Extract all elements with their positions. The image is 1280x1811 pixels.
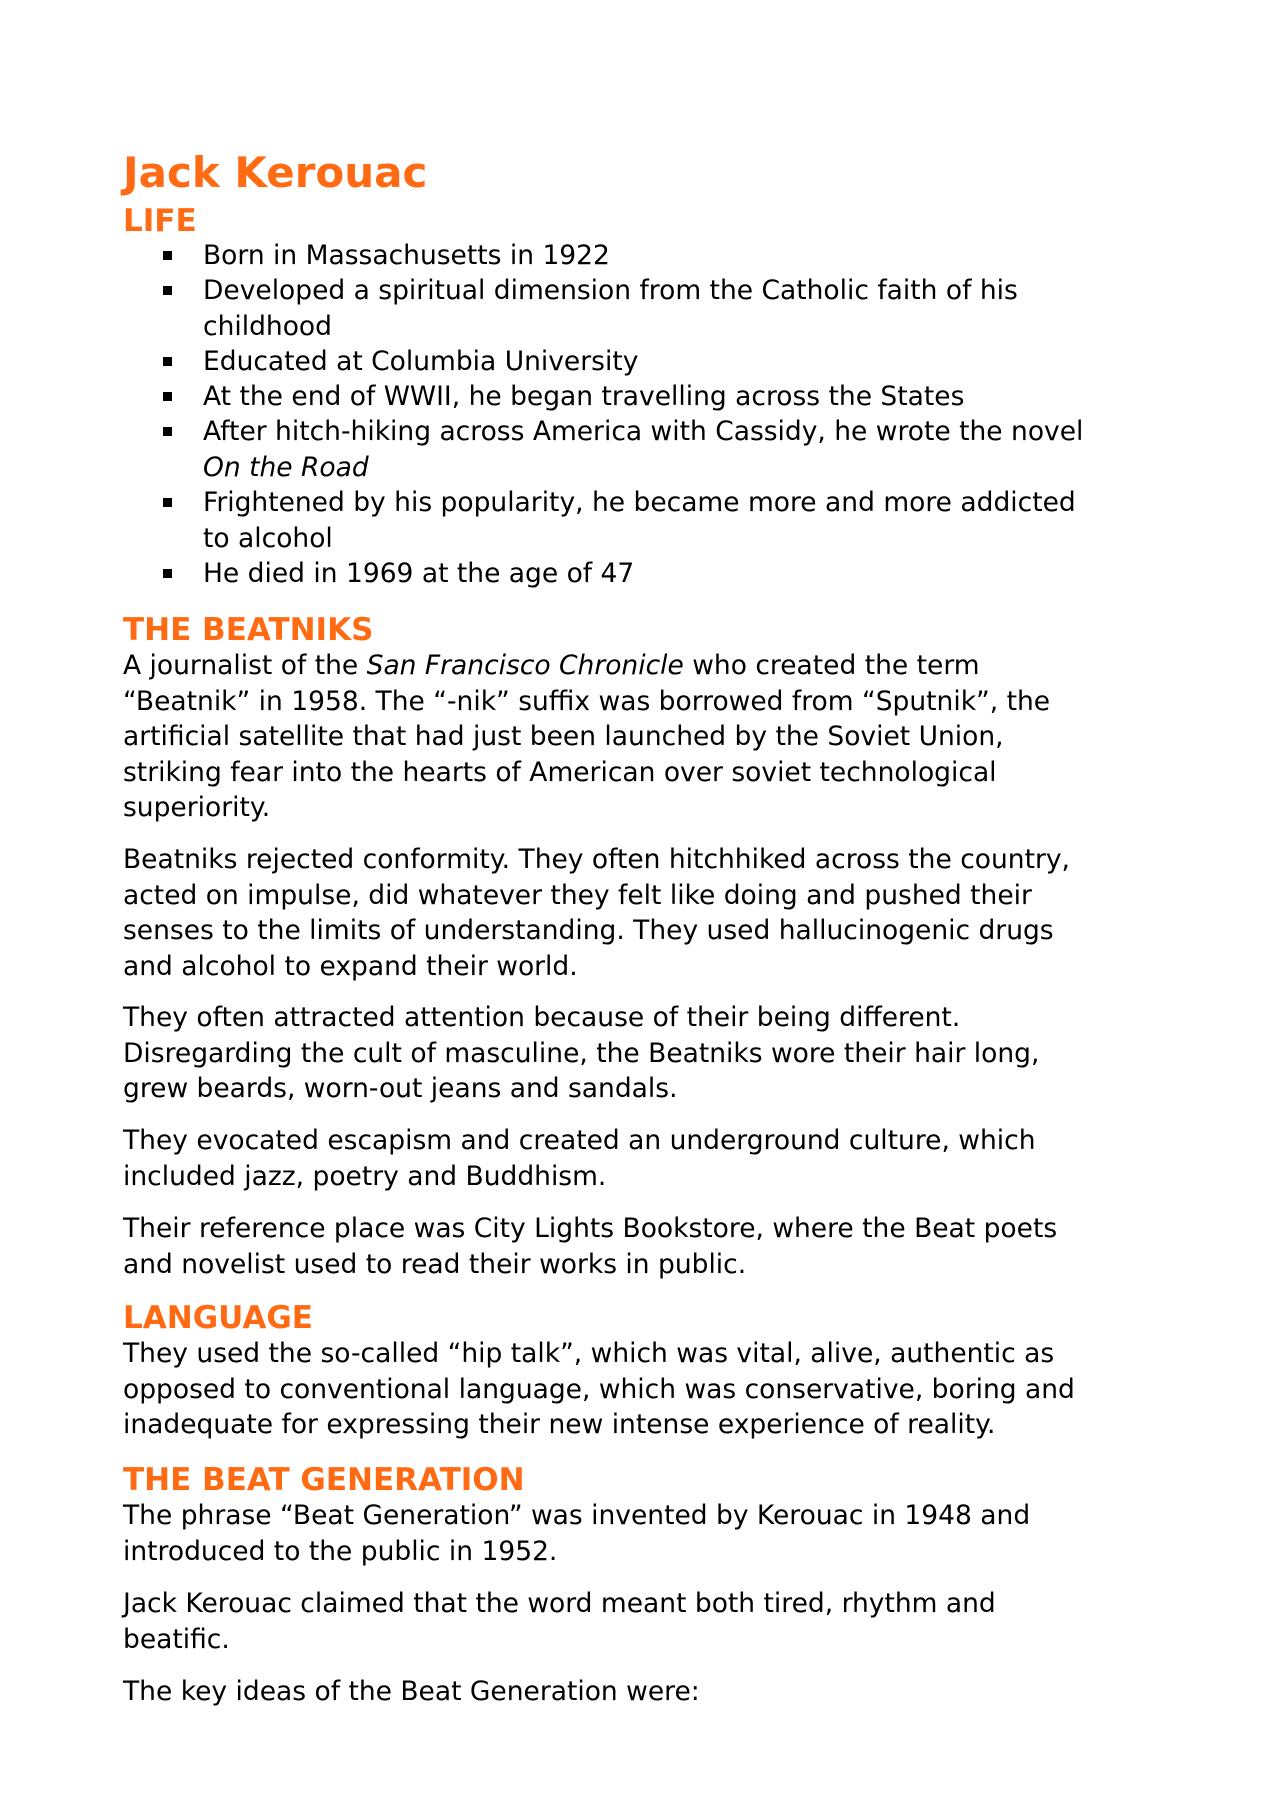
square-bullet-icon xyxy=(163,286,172,295)
bullet-line: Frightened by his popularity, he became more and more addicted xyxy=(203,487,1076,518)
square-bullet-icon xyxy=(163,569,172,578)
heading-beatniks: THE BEATNIKS xyxy=(123,612,374,648)
document-title: Jack Kerouac xyxy=(123,148,428,197)
bullet-line: He died in 1969 at the age of 47 xyxy=(203,558,635,589)
bullet-line: Developed a spiritual dimension from the Catholic faith of his xyxy=(203,275,1018,306)
beat-generation-paragraph-2: Jack Kerouac claimed that the word meant both tired, rhythm and beatific. xyxy=(123,1588,996,1655)
beat-generation-paragraph-1: The phrase “Beat Generation” was invented by Kerouac in 1948 and introduced to the public in 1952. xyxy=(123,1500,1031,1567)
bullet-line: Born in Massachusetts in 1922 xyxy=(203,240,610,271)
beatniks-paragraph-5: Their reference place was City Lights Bookstore, where the Beat poets and novelist used to read their works in public. xyxy=(123,1213,1058,1280)
square-bullet-icon xyxy=(163,392,172,401)
language-paragraph: They used the so-called “hip talk”, which was vital, alive, authentic as opposed to conventional language, which was conservative, boring and inadequate for expressing their new intense experience of reality. xyxy=(123,1338,1075,1440)
heading-language: LANGUAGE xyxy=(123,1300,313,1336)
bullet-line: to alcohol xyxy=(203,522,333,554)
beatniks-paragraph-4: They evocated escapism and created an underground culture, which included jazz, poetry and Buddhism. xyxy=(123,1125,1036,1192)
bullet-line: Educated at Columbia University xyxy=(203,346,639,377)
square-bullet-icon xyxy=(163,357,172,366)
novel-title: On the Road xyxy=(203,451,369,483)
beatniks-paragraph-2: Beatniks rejected conformity. They often hitchhiked across the country, acted on impulse, did whatever they felt like doing and pushed their senses to the limits of understanding. They used hallucinogenic drugs and alcohol to expand their world. xyxy=(123,844,1070,982)
bullet-line: childhood xyxy=(203,310,332,342)
square-bullet-icon xyxy=(163,427,172,436)
bullet-line: At the end of WWII, he began travelling across the States xyxy=(203,381,965,412)
heading-life: LIFE xyxy=(123,203,197,239)
square-bullet-icon xyxy=(163,251,172,260)
beatniks-paragraph-3: They often attracted attention because of their being different. Disregarding the cult of masculine, the Beatniks wore their hair long, grew beards, worn-out jeans and sandals. xyxy=(123,1002,1040,1104)
square-bullet-icon xyxy=(163,498,172,507)
beat-generation-paragraph-3: The key ideas of the Beat Generation were: xyxy=(123,1676,700,1707)
beatniks-paragraph-1: A journalist of the San Francisco Chronicle who created the term “Beatnik” in 1958. The “-nik” suffix was borrowed from “Sputnik”, the artificial satellite that had just been launched by the Soviet Union, striking fear into the hearts of American over soviet technological superiority. xyxy=(123,650,1051,823)
bullet-line: After hitch-hiking across America with Cassidy, he wrote the novel xyxy=(203,416,1084,447)
newspaper-name: San Francisco Chronicle xyxy=(366,650,684,681)
heading-beat-generation: THE BEAT GENERATION xyxy=(123,1462,525,1498)
